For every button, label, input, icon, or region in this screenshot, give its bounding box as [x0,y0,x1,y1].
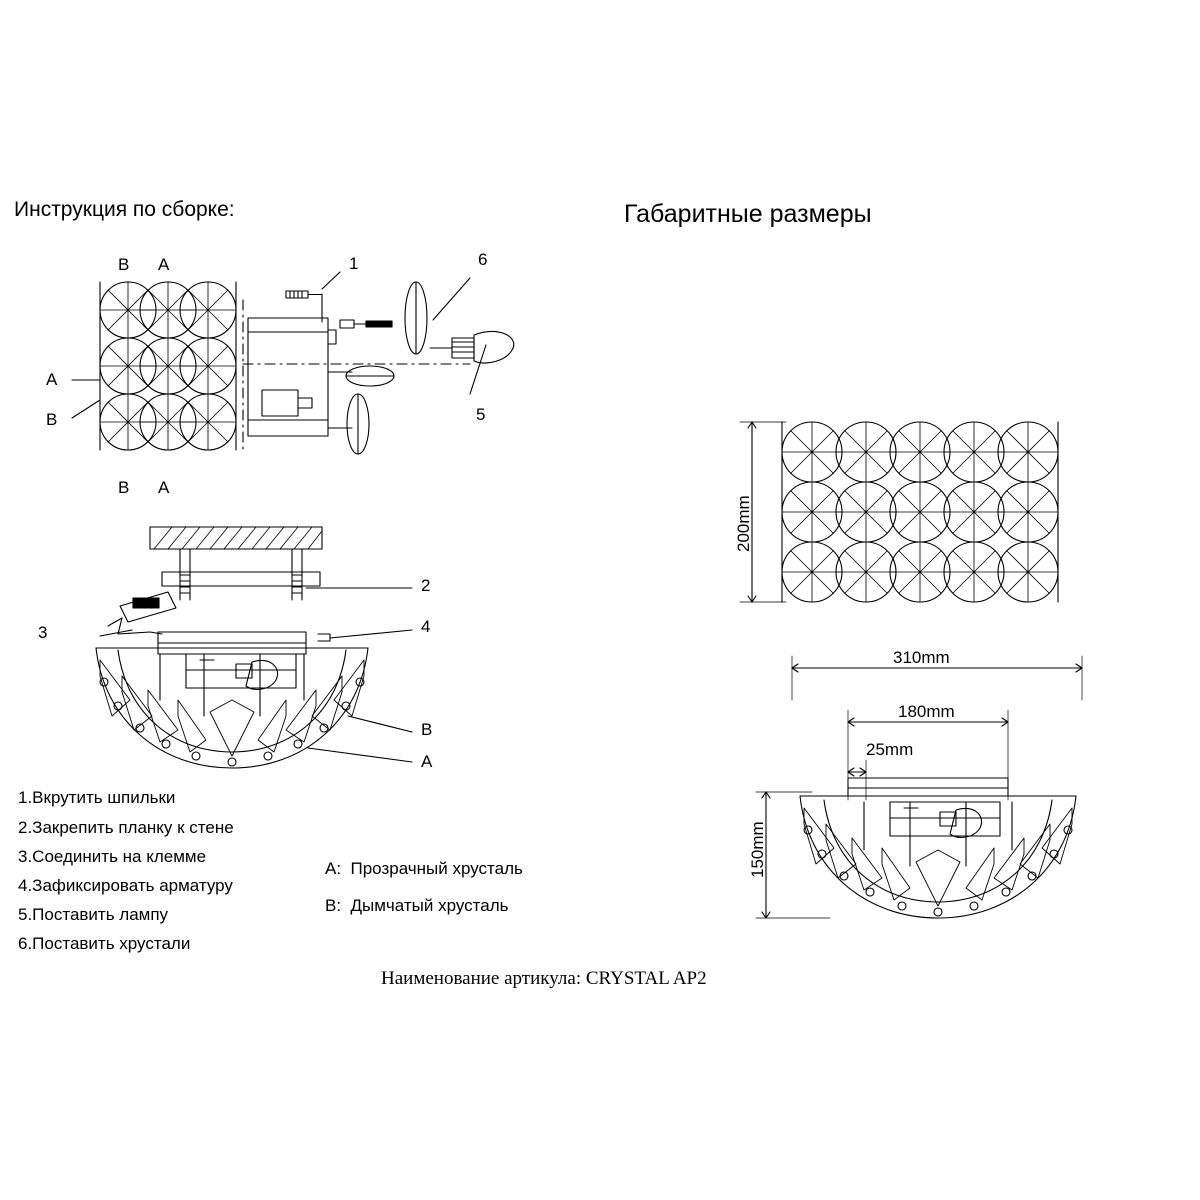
left-heading: Инструкция по сборке: [14,198,235,221]
callout-B-bottom: B [118,478,130,497]
fixture-plate [158,632,330,654]
dim-label-25mm: 25mm [866,740,914,759]
step-2: 2.Закрепить планку к стене [18,818,234,837]
shade-section [800,778,1076,918]
right-heading: Габаритные размеры [624,200,872,228]
exploded-view-group [72,272,514,454]
dim-label-180mm: 180mm [898,702,955,721]
callout-A-left: A [46,370,58,389]
crystal-panel-front [782,422,1058,602]
legend-a: A: Прозрачный хрусталь [325,859,523,878]
front-dimension-view [740,422,1058,602]
crystal-ovals [346,282,427,454]
crystal-panel-side [100,282,236,450]
dim-25mm [848,760,866,800]
article-name: Наименование артикула: CRYSTAL AP2 [381,968,707,989]
callout-5: 5 [476,405,486,424]
inner-lamp [186,654,296,689]
lamp-bulb [430,331,514,363]
callout-A-bottom: A [158,478,170,497]
callout-B-left: B [46,410,58,429]
pin-item-1 [286,291,322,322]
mounting-view-group [96,527,412,768]
callout-B-top: B [118,255,130,274]
dim-label-200mm: 200mm [734,495,753,552]
shade-front [96,648,368,768]
callout-2: 2 [421,576,431,595]
callout-A-top: A [158,255,170,274]
callout-A-front: A [421,752,433,771]
step-1: 1.Вкрутить шпильки [18,788,176,807]
step-6: 6.Поставить хрустали [18,934,191,953]
terminal-block [108,592,176,634]
callout-3: 3 [38,623,48,642]
mount-studs [180,549,302,600]
connector-rod [340,320,392,328]
step-5: 5.Поставить лампу [18,905,169,924]
callout-B-front: B [421,720,433,739]
callout-1: 1 [349,254,359,273]
callout-4: 4 [421,617,431,636]
armature-body [248,318,352,436]
legend-b: B: Дымчатый хрусталь [325,896,509,915]
mounting-bar [162,572,320,586]
step-4: 4.Зафиксировать арматуру [18,876,233,895]
step-3: 3.Соединить на клемме [18,847,207,866]
wall-hatch [150,527,322,549]
callout-6: 6 [478,250,488,269]
dim-label-150mm: 150mm [748,821,767,878]
dim-label-310mm: 310mm [893,648,950,667]
inner-lamp-side [890,802,1000,837]
side-dimension-view [756,656,1082,918]
